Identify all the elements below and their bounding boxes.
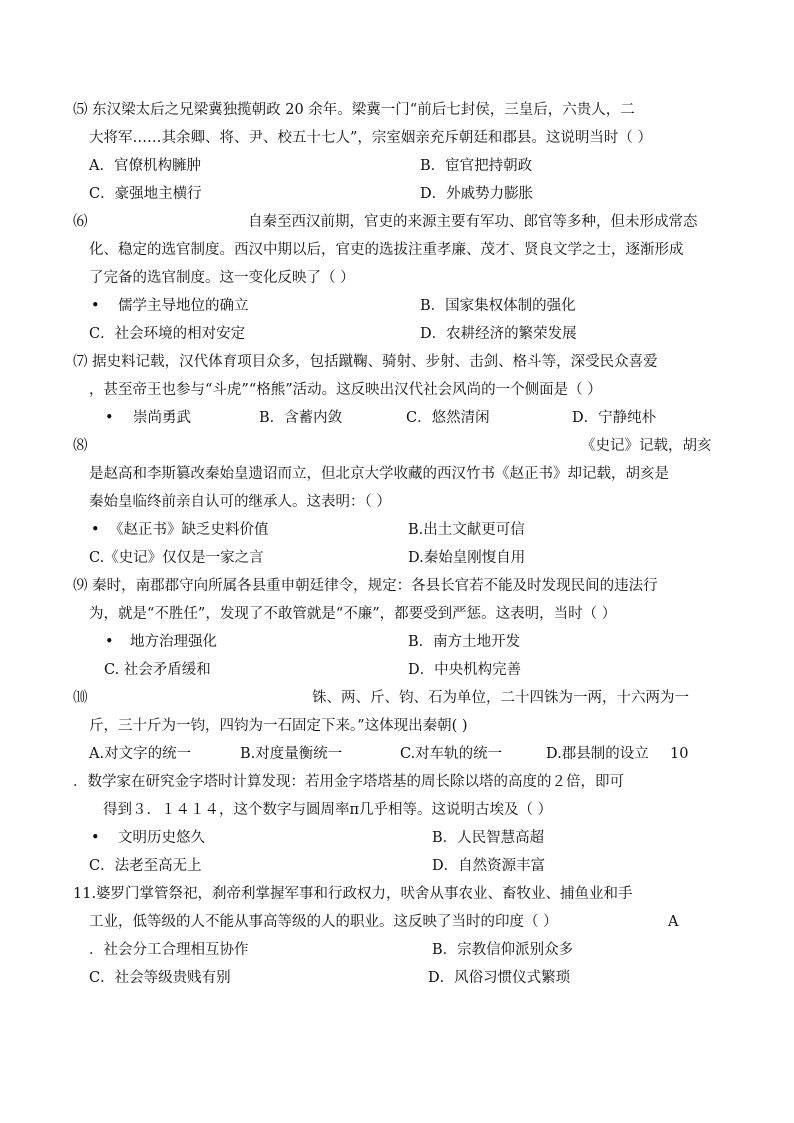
q10b-stem-line-2: 得到３．１４１４，这个数字与圆周率π几乎相等。这说明古埃及（ ） — [103, 802, 553, 818]
q11-option-a: ．社会分工合理相互协作 — [89, 942, 249, 958]
q6-option-b: B．国家集权体制的强化 — [420, 298, 576, 314]
q8-stem-line-1: 《史记》记载，胡亥 — [581, 438, 712, 454]
q5-stem-line-2: 大将军……其余卿、将、尹、校五十七人”，宗室姻亲充斥朝廷和郡县。这说明当时（ ） — [89, 130, 653, 146]
q6-number: ⑹ — [73, 214, 88, 230]
q6-stem-line-1: 自秦至西汉前期，官吏的来源主要有军功、郎官等多种，但未形成常态 — [248, 214, 698, 230]
q5-option-a: A．官僚机构臃肿 — [89, 158, 201, 174]
q9-bullet: • — [105, 634, 114, 650]
q11-option-c: C．社会等级贵贱有别 — [89, 970, 231, 986]
q8-option-c: C.《史记》仅仅是一家之言 — [89, 550, 264, 566]
q10b-option-a: 文明历史悠久 — [118, 830, 205, 846]
q5-stem-line-1: ⑸ 东汉梁太后之兄梁冀独揽朝政 20 余年。梁冀一门“前后七封侯，三皇后，六贵人，二 — [73, 102, 635, 118]
q7-option-d: D．宁静纯朴 — [572, 410, 657, 426]
q6-stem-line-2: 化、稳定的选官制度。西汉中期以后，官吏的选拔注重孝廉、茂才、贤良文学之士，逐渐形成 — [89, 242, 684, 258]
q8-bullet: • — [91, 522, 100, 538]
q7-stem-line-2: ，甚至帝王也参与“斗虎”“格熊”活动。这反映出汉代社会风尚的一个侧面是（ ） — [89, 382, 602, 398]
q9-option-b: B．南方土地开发 — [408, 634, 521, 650]
q6-option-c: C．社会环境的相对安定 — [89, 326, 246, 342]
q9-option-d: D．中央机构完善 — [408, 662, 522, 678]
next-question-number: 10 — [670, 746, 689, 762]
q7-option-a: 崇尚勇武 — [133, 410, 191, 426]
q10-option-c: C.对车轨的统一 — [400, 746, 503, 762]
q8-stem-line-3: 秦始皇临终前亲自认可的继承人。这表明：（ ） — [89, 494, 391, 510]
q8-stem-line-2: 是赵高和李斯篡改秦始皇遗诏而立，但北京大学收藏的西汉竹书《赵正书》却记载，胡亥是 — [89, 466, 669, 482]
q7-option-b: B．含蓄内敛 — [259, 410, 343, 426]
q11-stem-line-2: 工业，低等级的人不能从事高等级的人的职业。这反映了当时的印度（ ） — [89, 914, 558, 930]
q9-stem-line-1: ⑼ 秦时，南郡郡守向所属各县重申朝廷律令，规定：各县长官若不能及时发现民间的违法行 — [73, 578, 658, 594]
q6-bullet: • — [91, 298, 100, 314]
q10b-bullet: • — [91, 830, 100, 846]
q6-stem-line-3: 了完备的选官制度。这一变化反映了（ ） — [89, 270, 355, 286]
q10b-option-d: D．自然资源丰富 — [432, 858, 546, 874]
q7-option-c: C．悠然清闲 — [406, 410, 490, 426]
q5-option-c: C．豪强地主横行 — [89, 186, 202, 202]
q10-option-a: A.对文字的统一 — [89, 746, 192, 762]
q10-option-b: B.对度量衡统一 — [240, 746, 343, 762]
q10-stem-line-2: 斤，三十斤为一钧，四钧为一石固定下来。”这体现出秦朝( ) — [89, 718, 468, 734]
q11-stem-line-1: 11.婆罗门掌管祭祀，刹帝利掌握军事和行政权力，吠舍从事农业、畜牧业、捕鱼业和手 — [73, 886, 633, 902]
q8-number: ⑻ — [73, 438, 88, 454]
q11-option-b: B．宗教信仰派别众多 — [432, 942, 574, 958]
q5-option-b: B．宦官把持朝政 — [420, 158, 533, 174]
q10-stem-line-1: 铢、两、斤、钧、石为单位，二十四铢为一两，十六两为一 — [312, 690, 689, 706]
q6-option-d: D．农耕经济的繁荣发展 — [420, 326, 577, 342]
q11-option-a-letter: A — [668, 914, 679, 930]
q7-bullet: • — [105, 410, 114, 426]
q8-option-b: B.出土文献更可信 — [408, 522, 525, 538]
q10-option-d: D.郡县制的设立 — [546, 746, 649, 762]
q9-option-a: 地方治理强化 — [130, 634, 217, 650]
q8-option-a: 《赵正书》缺乏史料价值 — [109, 522, 269, 538]
q10b-option-c: C．法老至高无上 — [89, 858, 202, 874]
q5-option-d: D．外戚势力膨胀 — [420, 186, 534, 202]
q10b-stem-line-1: ．数学家在研究金字塔时计算发现：若用金字塔塔基的周长除以塔的高度的２倍，即可 — [73, 774, 624, 790]
q8-option-d: D.秦始皇刚愎自用 — [408, 550, 526, 566]
q9-stem-line-2: 为，就是“不胜任”，发现了不敢管就是“不廉”，都要受到严惩。这表明，当时（ ） — [89, 606, 617, 622]
q10-number: ⑽ — [73, 690, 88, 706]
q10b-option-b: B．人民智慧高超 — [432, 830, 545, 846]
q6-option-a: 儒学主导地位的确立 — [118, 298, 249, 314]
q9-option-c: C. 社会矛盾缓和 — [104, 662, 211, 678]
q7-stem-line-1: ⑺ 据史料记载，汉代体育项目众多，包括蹴鞠、骑射、步射、击剑、格斗等，深受民众喜爱 — [73, 354, 658, 370]
q11-option-d: D．风俗习惯仪式繁琐 — [428, 970, 571, 986]
